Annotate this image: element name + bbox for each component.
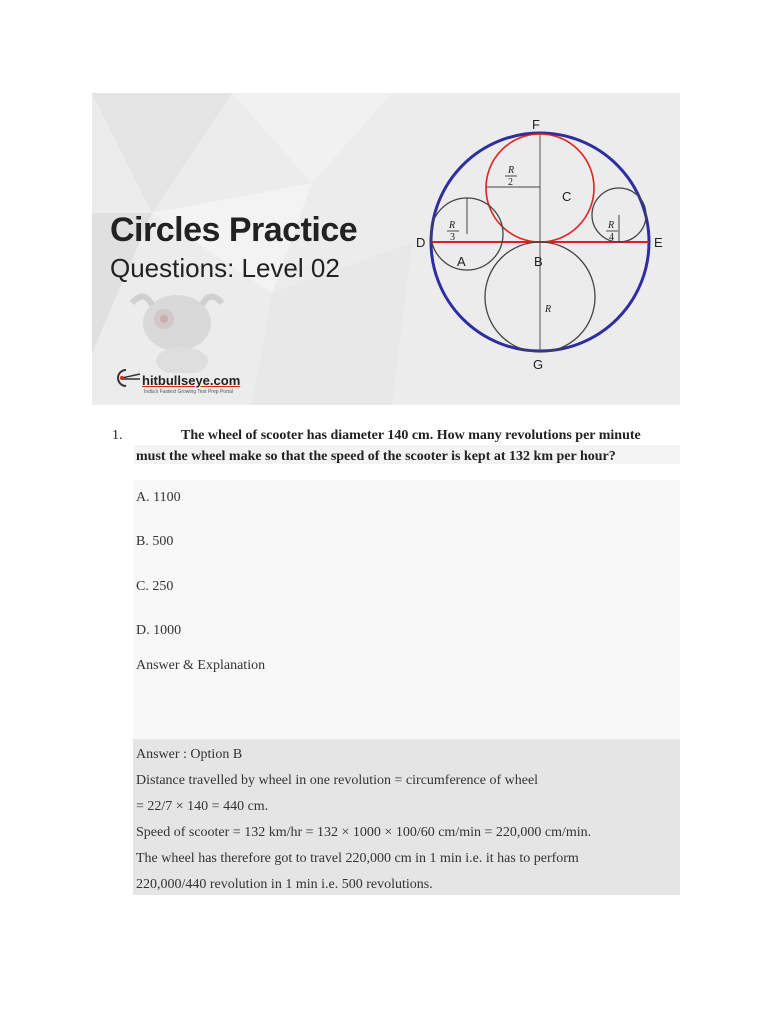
question-number: 1. [112, 428, 123, 443]
option-d[interactable]: D. 1000 [136, 623, 182, 638]
explanation-line: Speed of scooter = 132 km/hr = 132 × 1000 × 100/60 cm/min = 220,000 cm/min. [136, 825, 592, 840]
logo-tagline: India's Fastest Growing Test Prep Portal [144, 389, 233, 395]
label-r-third-den: 3 [450, 232, 455, 243]
explanation-line: The wheel has therefore got to travel 220,000 cm in 1 min i.e. it has to perform [136, 851, 579, 866]
answer-option: Answer : Option B [136, 747, 243, 762]
circles-diagram [414, 103, 674, 375]
explanation-line: Distance travelled by wheel in one revolution = circumference of wheel [136, 773, 539, 788]
mascot-watermark-icon [122, 283, 232, 373]
label-b: B [534, 254, 543, 269]
explanation-line: = 22/7 × 140 = 440 cm. [136, 799, 269, 814]
label-r-quarter-den: 4 [609, 232, 614, 243]
options-panel [133, 480, 680, 739]
question-text-line2: must the wheel make so that the speed of the scooter is kept at 132 km per hour? [136, 449, 616, 464]
label-c: C [562, 189, 572, 204]
bullseye-logo-icon [116, 368, 142, 388]
banner-subtitle: Questions: Level 02 [110, 253, 340, 283]
question-text-line1: The wheel of scooter has diameter 140 cm. How many revolutions per minute [181, 428, 641, 443]
logo-text: hitbullseye.com [142, 373, 241, 388]
label-r-quarter-num: R [608, 220, 615, 231]
explanation-line: 220,000/440 revolution in 1 min i.e. 500 revolutions. [136, 877, 433, 892]
banner-title: Circles Practice [110, 211, 358, 249]
banner-image [92, 93, 680, 405]
option-a[interactable]: A. 1100 [136, 490, 181, 505]
label-r-half-num: R [508, 165, 515, 176]
label-a: A [457, 254, 466, 269]
answer-explanation-toggle[interactable]: Answer & Explanation [136, 658, 266, 673]
label-d: D [416, 235, 426, 250]
option-c[interactable]: C. 250 [136, 579, 174, 594]
option-b[interactable]: B. 500 [136, 534, 174, 549]
label-g: G [533, 357, 544, 372]
label-f: F [532, 117, 540, 132]
label-r-third-num: R [449, 220, 456, 231]
label-e: E [654, 235, 663, 250]
label-r-half-den: 2 [508, 177, 513, 188]
answer-panel [133, 739, 680, 895]
label-r-full: R [545, 304, 552, 315]
